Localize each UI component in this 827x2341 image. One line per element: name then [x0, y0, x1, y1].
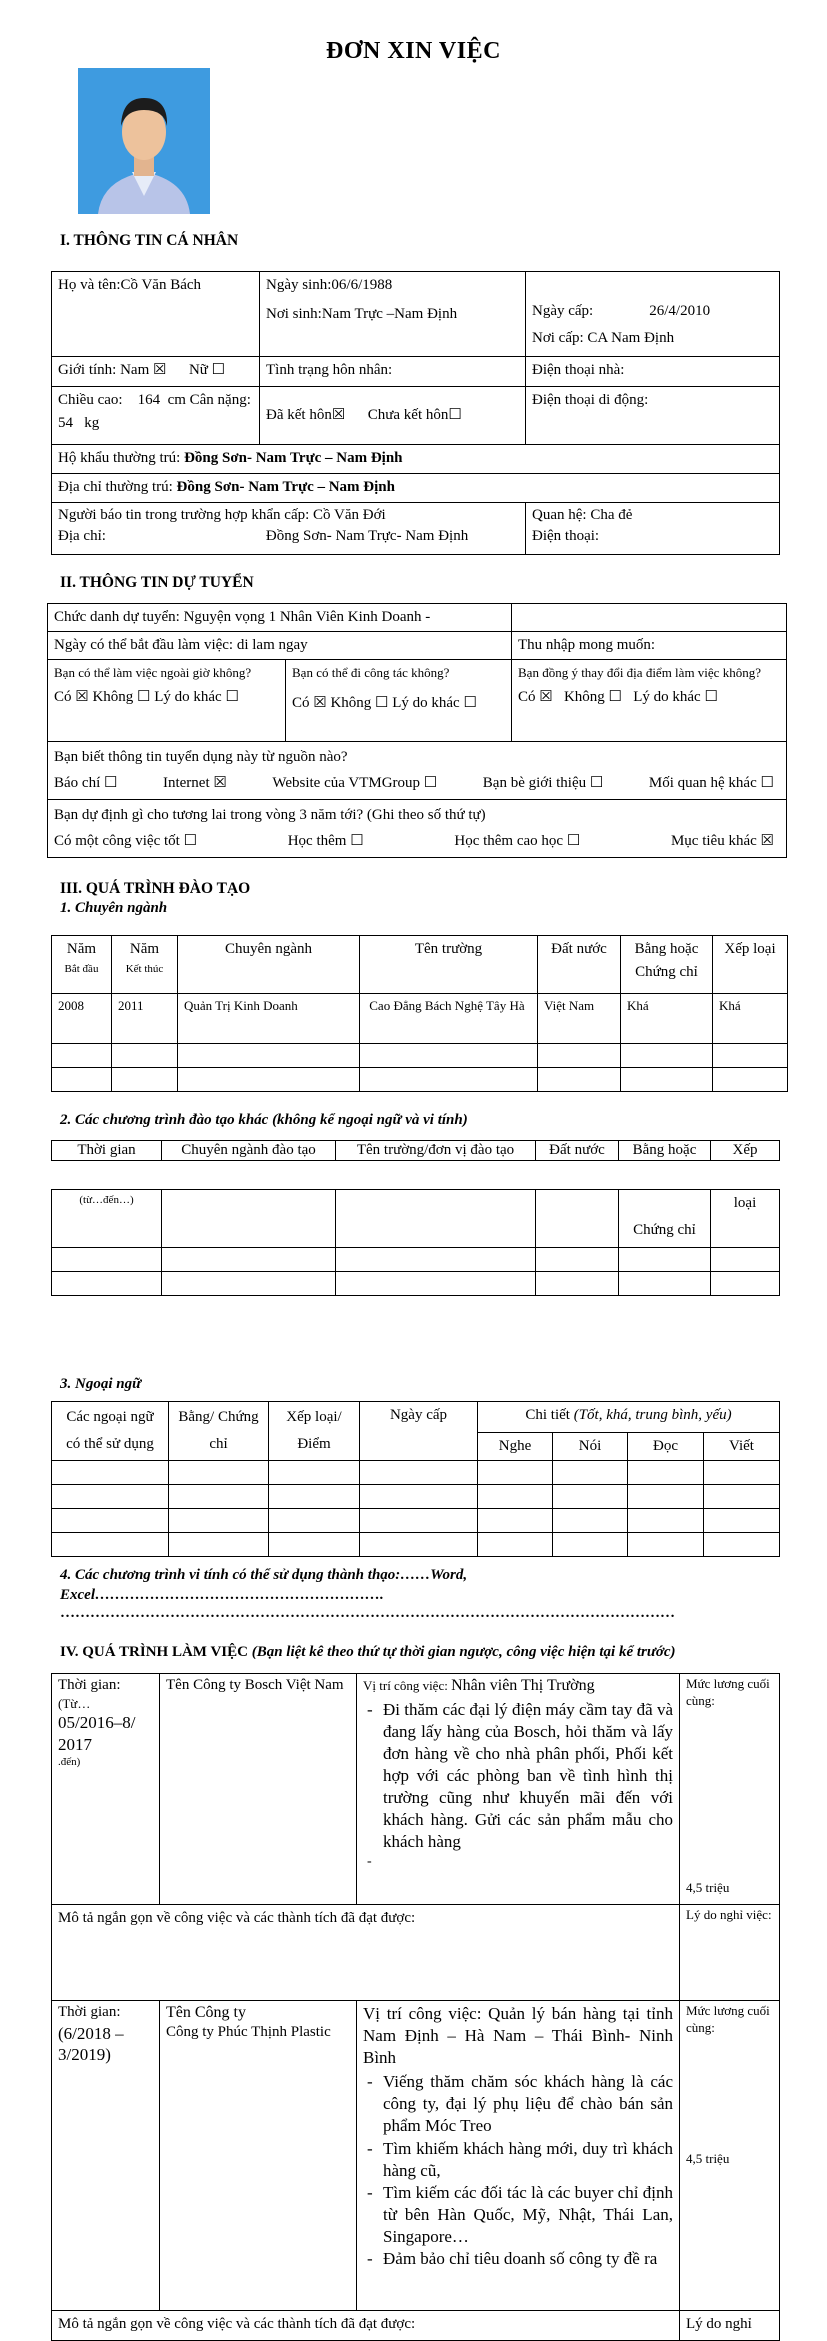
- full-name: Họ và tên:Cồ Văn Bách: [52, 272, 260, 357]
- section1-heading: I. THÔNG TIN CÁ NHÂN: [60, 232, 239, 249]
- job1-from-label: (Từ…: [58, 1695, 91, 1711]
- source-option: Internet ☒: [162, 775, 227, 792]
- plan-option: Có một công việc tốt ☐: [54, 833, 198, 850]
- col-score: Xếp loại/ Điểm: [269, 1402, 360, 1461]
- major-table: [51, 935, 788, 1092]
- start-date: Ngày có thể bắt đầu làm việc: di lam ngay: [48, 632, 512, 660]
- address-label: Địa chỉ thường trú:: [58, 479, 177, 495]
- other-training-subheading: 2. Các chương trình đào tạo khác (không kể ngoại ngữ và vi tính): [60, 1112, 468, 1128]
- travel-answer: Có ☒ Không ☐ Lý do khác ☐: [292, 695, 477, 712]
- relationship: Quan hệ: Cha đẻ: [532, 507, 633, 523]
- table-row: [52, 1533, 780, 1557]
- gender: Giới tính: Nam ☒ Nữ ☐: [52, 357, 260, 387]
- job2-company: Công ty Phúc Thịnh Plastic: [166, 2024, 331, 2040]
- col-grade: Xếp loại: [713, 936, 788, 994]
- overtime-answer: Có ☒ Không ☐ Lý do khác ☐: [54, 689, 239, 706]
- position-applied: Chức danh dự tuyển: Nguyện vọng 1 Nhân Viên Kinh Doanh -: [48, 604, 512, 632]
- job2-duty: - Tìm kiếm các đối tác là các buyer chỉ định từ bên Hàn Quốc, Mỹ, Nhật, Thái Lan, Singapore…: [383, 2182, 673, 2248]
- job1-position-label: Vị trí công việc:: [363, 1678, 452, 1693]
- personal-info-table: [51, 271, 780, 555]
- permanent-residence-label: Hộ khẩu thường trú:: [58, 450, 185, 466]
- job1-position: Nhân viên Thị Trường: [451, 1677, 595, 1694]
- col-degree: Bằng hoặc: [634, 941, 699, 957]
- col-detail: Chi tiết: [525, 1407, 570, 1423]
- overtime-question: Bạn có thể làm việc ngoài giờ không?: [54, 665, 252, 680]
- job1-description: Mô tả ngắn gọn về công việc và các thành tích đã đạt được:: [52, 1905, 680, 2001]
- table-row: [52, 1485, 780, 1509]
- col-end-year-sub: Kết thúc: [125, 962, 164, 975]
- job1-salary-label: Mức lương cuối cùng:: [686, 1676, 770, 1708]
- job2-duty: - Tìm khiếm khách hàng mới, duy trì khách hàng cũ,: [383, 2138, 673, 2182]
- issue-place: Nơi cấp: CA Nam Định: [532, 329, 675, 346]
- col-speaking: Nói: [553, 1432, 628, 1460]
- col-issue-date: Ngày cấp: [360, 1402, 478, 1461]
- home-phone: Điện thoại nhà:: [526, 357, 780, 387]
- cell-major: Quản Trị Kinh Doanh: [178, 994, 360, 1044]
- height-weight: Chiều cao: 164 cm Cân nặng: 54 kg: [52, 387, 260, 445]
- col-grade-sub: loại: [711, 1190, 780, 1248]
- plan-question: Bạn dự định gì cho tương lai trong vòng 3 năm tới? (Ghi theo số thứ tự): [54, 807, 486, 823]
- cell-end-year: 2011: [112, 994, 178, 1044]
- period-hint: (từ…đến…): [52, 1190, 162, 1248]
- mobile-phone: Điện thoại di động:: [526, 387, 780, 445]
- plan-option: Học thêm cao học ☐: [454, 833, 581, 850]
- section2-heading: II. THÔNG TIN DỰ TUYỂN: [60, 574, 254, 591]
- source-option: Mối quan hệ khác ☐: [648, 775, 774, 792]
- job1-duty: [383, 1853, 673, 1869]
- emergency-address-label: Địa chỉ:: [58, 528, 106, 544]
- col-certificate: Chứng chỉ: [619, 1190, 711, 1248]
- col-certificate: Chứng chỉ: [635, 963, 698, 980]
- birth-place: Nơi sinh:Nam Trực –Nam Định: [266, 305, 458, 322]
- col-degree: Bằng hoặc: [619, 1141, 711, 1161]
- language-table: [51, 1401, 780, 1557]
- emergency-contact: Người báo tin trong trường hợp khẩn cấp: Cồ Văn Đới: [58, 507, 386, 523]
- issue-date-label: Ngày cấp:: [532, 303, 594, 319]
- other-training-header: [51, 1140, 780, 1161]
- job2-position: Vị trí công việc: Quản lý bán hàng tại tỉnh Nam Định – Hà Nam – Thái Bình- Ninh Bình: [363, 2004, 673, 2068]
- col-grade: Xếp: [711, 1141, 780, 1161]
- language-subheading: 3. Ngoại ngữ: [60, 1376, 142, 1392]
- job2-period-label: Thời gian:: [58, 2004, 121, 2020]
- permanent-residence: Đồng Sơn- Nam Trực – Nam Định: [184, 450, 403, 466]
- col-certificate: Bằng/ Chứng chỉ: [169, 1402, 269, 1461]
- section3-heading: III. QUÁ TRÌNH ĐÀO TẠO: [60, 880, 251, 897]
- table-row: [52, 1509, 780, 1533]
- cell-start-year: 2008: [52, 994, 112, 1044]
- computer-skills-cont: Excel………………………………………………….: [60, 1587, 384, 1603]
- job2-salary: 4,5 triệu: [686, 2151, 730, 2166]
- page-title: ĐƠN XIN VIỆC: [326, 38, 501, 64]
- col-detail-note: (Tốt, khá, trung bình, yếu): [573, 1407, 732, 1423]
- expected-income: Thu nhập mong muốn:: [512, 632, 787, 660]
- other-training-table: [51, 1189, 780, 1296]
- table-row: [52, 1068, 788, 1092]
- marital-status-label: Tình trạng hôn nhân:: [260, 357, 526, 387]
- cell-country: Việt Nam: [538, 994, 621, 1044]
- col-country: Đất nước: [536, 1141, 619, 1161]
- section4-heading: IV. QUÁ TRÌNH LÀM VIỆC: [60, 1644, 248, 1660]
- col-training-major: Chuyên ngành đào tạo: [162, 1141, 336, 1161]
- emergency-address: Đồng Sơn- Nam Trực- Nam Định: [265, 528, 469, 544]
- travel-question: Bạn có thể đi công tác không?: [292, 665, 450, 680]
- col-listening: Nghe: [478, 1432, 553, 1460]
- cell-degree: Khá: [621, 994, 713, 1044]
- job1-period-label: Thời gian:: [58, 1677, 121, 1693]
- plan-option: Mục tiêu khác ☒: [670, 833, 774, 850]
- job2-company-label: Tên Công ty: [166, 2004, 246, 2021]
- dotted-line: ……………………………………………………………………………………………………………: [60, 1605, 675, 1621]
- col-period: Thời gian: [52, 1141, 162, 1161]
- plan-option: Học thêm ☐: [287, 833, 364, 850]
- col-school: Tên trường: [360, 936, 538, 994]
- col-start-year: Năm: [66, 941, 97, 957]
- job2-period: (6/2018 – 3/2019): [58, 2023, 124, 2064]
- col-end-year: Năm: [129, 941, 160, 957]
- job1-leave-reason: Lý do nghỉ việc:: [680, 1905, 780, 2001]
- applicant-photo: [78, 68, 210, 214]
- col-country: Đất nước: [538, 936, 621, 994]
- col-start-year-sub: Bắt đầu: [64, 962, 99, 975]
- source-option: Báo chí ☐: [54, 775, 118, 792]
- table-row: [52, 1461, 780, 1485]
- address: Đồng Sơn- Nam Trực – Nam Định: [176, 479, 395, 495]
- job2-duty: - Đảm bảo chỉ tiêu doanh số công ty đề ra: [383, 2248, 673, 2270]
- job1-period: 05/2016–8/ 2017: [58, 1713, 136, 1754]
- job2-salary-label: Mức lương cuối cùng:: [686, 2003, 770, 2035]
- application-info-table: [47, 603, 787, 858]
- table-row: [52, 1044, 788, 1068]
- source-option: Bạn bè giới thiệu ☐: [482, 775, 604, 792]
- emergency-phone: Điện thoại:: [532, 528, 600, 544]
- job1-company: Tên Công ty Bosch Việt Nam: [160, 1674, 357, 1905]
- table-row: [52, 1272, 780, 1296]
- table-row: [52, 994, 788, 1044]
- computer-skills: 4. Các chương trình vi tính có thể sử dụng thành thạo:……Word,: [60, 1567, 468, 1583]
- section4-note: (Bạn liệt kê theo thứ tự thời gian ngược, công việc hiện tại kể trước): [251, 1644, 676, 1660]
- job1-salary: 4,5 triệu: [686, 1880, 730, 1895]
- source-option: Website của VTMGroup ☐: [272, 775, 438, 792]
- marital-status: Đã kết hôn☒ Chưa kết hôn☐: [260, 387, 526, 445]
- col-writing: Viết: [704, 1432, 780, 1460]
- job1-duty: - Đi thăm các đại lý điện máy cầm tay đã và đang lấy hàng của Bosch, hỏi thăm và lấy đơn hàng về cho nhà phân phối, Phối kết hợp với các phòng ban về tình hình thị trường cũng như khuyến mãi đến với khách hàng. Gửi các sản phẩm mẫu cho khách hàng: [383, 1699, 673, 1854]
- source-question: Bạn biết thông tin tuyển dụng này từ nguồn nào?: [54, 749, 348, 765]
- birth-date: Ngày sinh:06/6/1988: [266, 277, 393, 293]
- job2-leave-reason: Lý do nghỉ: [680, 2311, 780, 2341]
- job1-to-label: .đến): [58, 1755, 81, 1768]
- job2-description: Mô tả ngắn gọn về công việc và các thành tích đã đạt được:: [52, 2311, 680, 2341]
- cell-school: Cao Đẳng Bách Nghệ Tây Hà: [360, 994, 538, 1044]
- col-major: Chuyên ngành: [178, 936, 360, 994]
- issue-date: 26/4/2010: [649, 303, 711, 319]
- job2-duty: - Viếng thăm chăm sóc khách hàng là các công ty, đại lý phụ liệu để chào bán sản phẩm Móc Treo: [383, 2071, 673, 2137]
- col-training-unit: Tên trường/đơn vị đào tạo: [336, 1141, 536, 1161]
- work-history-table: [51, 1673, 780, 2341]
- table-row: [52, 1248, 780, 1272]
- col-reading: Đọc: [628, 1432, 704, 1460]
- relocation-question: Bạn đồng ý thay đổi địa điểm làm việc không?: [518, 665, 761, 680]
- relocation-answer: Có ☒ Không ☐ Lý do khác ☐: [518, 689, 718, 706]
- cell-grade: Khá: [713, 994, 788, 1044]
- major-subheading: 1. Chuyên ngành: [60, 900, 168, 916]
- col-language: Các ngoại ngữ có thể sử dụng: [52, 1402, 169, 1461]
